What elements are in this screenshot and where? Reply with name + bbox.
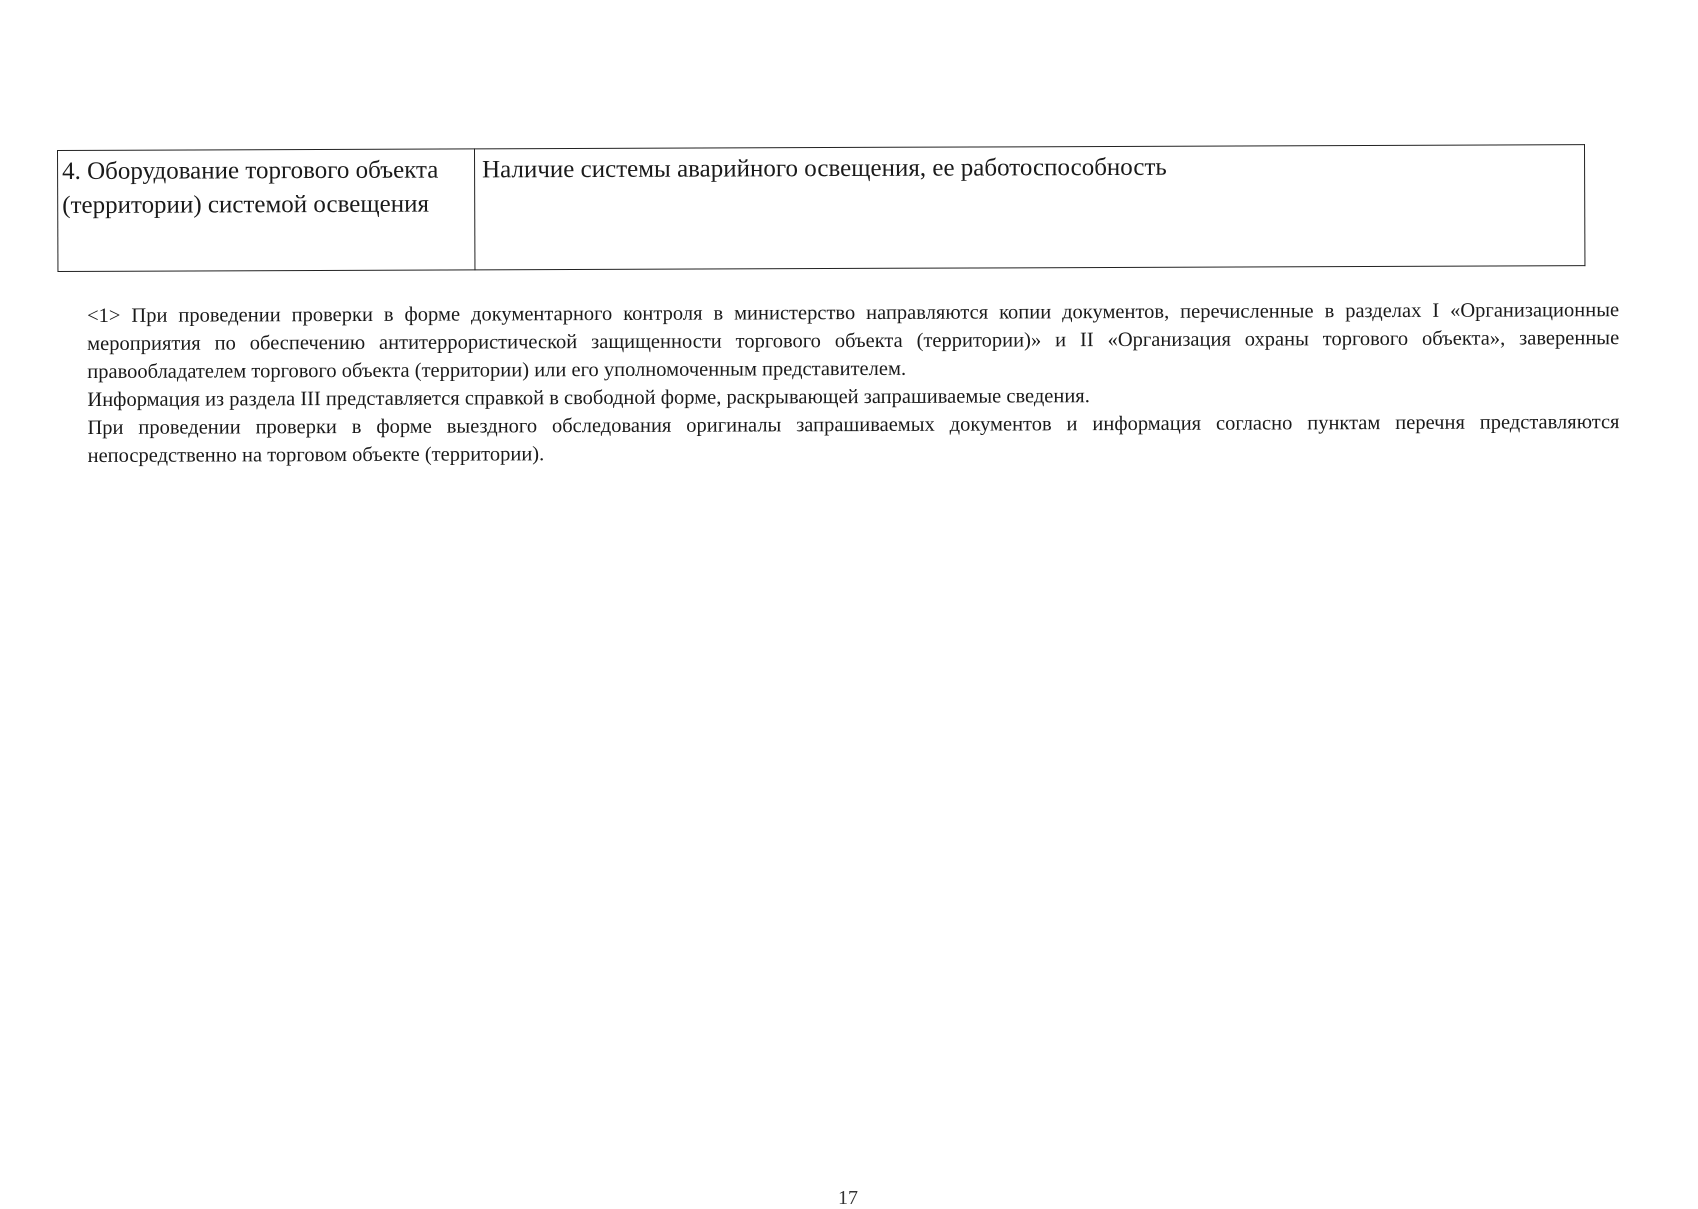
requirements-table — [57, 144, 1585, 272]
table-cell-item: 4. Оборудование торгового объекта (территории) системой освещения — [58, 149, 475, 272]
table-row — [58, 145, 1585, 272]
footnotes-block — [87, 296, 1620, 470]
footnote-paragraph: При проведении проверки в форме выездного обследования оригиналы запрашиваемых документов и информация согласно пунктам перечня представляются непосредственно на торговом объекте (территории). — [87, 411, 1620, 467]
page-number: 17 — [838, 1187, 858, 1209]
table-cell-requirement: Наличие системы аварийного освещения, ее работоспособность — [474, 145, 1584, 270]
footnote-paragraph: Информация из раздела III представляется справкой в свободной форме, раскрывающей запрашиваемые сведения. — [87, 385, 1090, 411]
footnote-paragraph: <1> При проведении проверки в форме документарного контроля в министерство направляются копии документов, перечисленные в разделах I «Организационные мероприятия по обеспечению антитеррористической защищенности торгового объекта (территории)» и II «Организация охраны торгового объекта», заверенные правообладателем торгового объекта (территории) или его уполномоченным представителем. — [87, 299, 1620, 383]
